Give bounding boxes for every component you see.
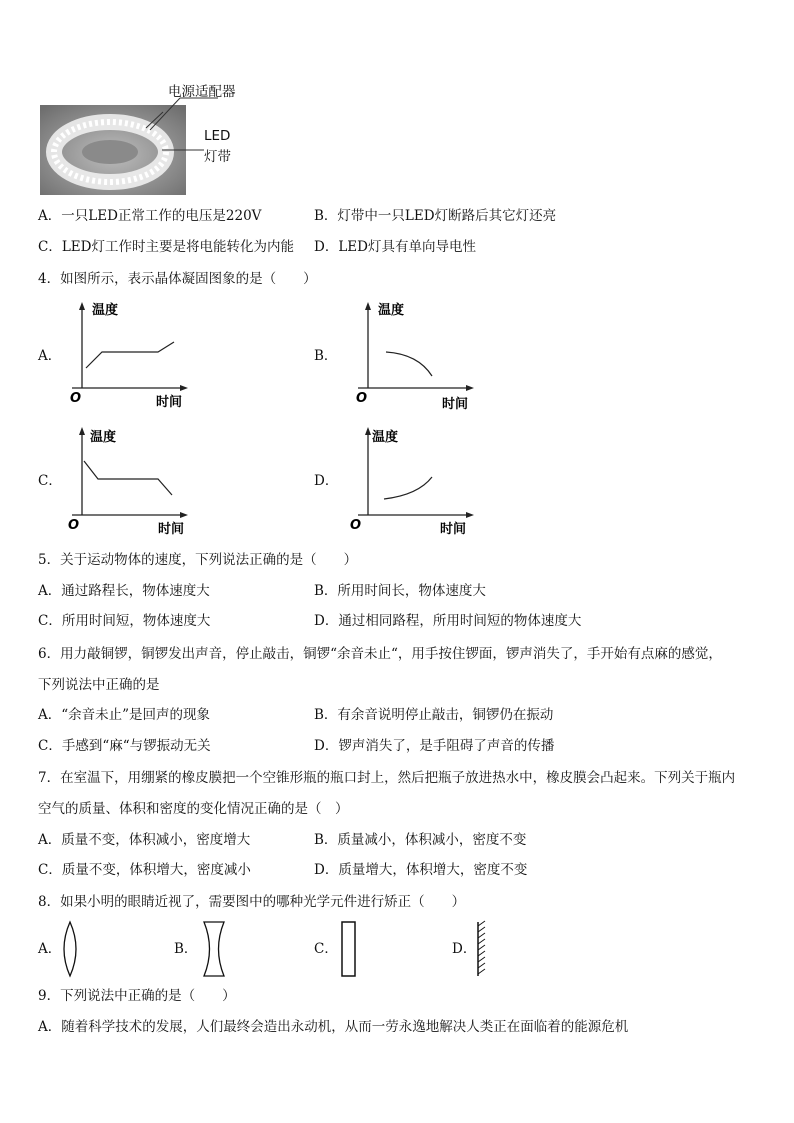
led-label: LED xyxy=(204,128,231,144)
q3-option-d: D．LED灯具有单向导电性 xyxy=(314,239,476,255)
q9-stem: 9．下列说法中正确的是（ ） xyxy=(38,988,236,1004)
q4-label-b: B． xyxy=(314,348,338,364)
q4b-origin: O xyxy=(356,391,368,406)
q7-option-c: C．质量不变，体积增大，密度减小 xyxy=(38,862,251,878)
q4-graph-c xyxy=(62,423,202,538)
convex-lens-icon xyxy=(58,920,82,978)
q7-option-a: A．质量不变，体积减小，密度增大 xyxy=(38,832,251,848)
q6-option-d: D．锣声消失了，是手阻碍了声音的传播 xyxy=(314,738,555,754)
strip-label: 灯带 xyxy=(204,149,231,165)
q5-option-b: B．所用时间长，物体速度大 xyxy=(314,583,486,599)
q4a-origin: O xyxy=(70,391,82,406)
q4d-y-label: 温度 xyxy=(372,430,399,445)
q7-stem-line-1: 7．在室温下，用绷紧的橡皮膜把一个空锥形瓶的瓶口封上，然后把瓶子放进热水中，橡皮膜会凸起来。下列关于瓶内 xyxy=(38,770,736,786)
q5-option-a: A．通过路程长，物体速度大 xyxy=(38,583,210,599)
q4d-x-label: 时间 xyxy=(440,522,467,537)
q6-stem-line-1: 6．用力敲铜锣，铜锣发出声音，停止敲击，铜锣“余音未止“，用手按住锣面，锣声消失了，手开始有点麻的感觉， xyxy=(38,646,722,662)
q5-option-d: D．通过相同路程，所用时间短的物体速度大 xyxy=(314,613,582,629)
concave-lens-icon xyxy=(200,920,228,978)
q4a-x-label: 时间 xyxy=(156,395,183,410)
q6-option-b: B．有余音说明停止敲击，铜锣仍在振动 xyxy=(314,707,554,723)
q3-option-b: B．灯带中一只LED灯断路后其它灯还亮 xyxy=(314,208,557,224)
q9-option-a: A．随着科学技术的发展，人们最终会造出永动机，从而一劳永逸地解决人类正在面临着的能源危机 xyxy=(38,1019,629,1035)
q8-stem: 8．如果小明的眼睛近视了，需要图中的哪种光学元件进行矫正（ ） xyxy=(38,894,466,910)
q5-stem: 5．关于运动物体的速度，下列说法正确的是（ ） xyxy=(38,552,358,568)
q7-option-b: B．质量减小，体积减小，密度不变 xyxy=(314,832,527,848)
q4b-x-label: 时间 xyxy=(442,397,469,412)
q4d-origin: O xyxy=(350,518,362,533)
q4-label-c: C． xyxy=(38,473,62,489)
glass-slab-icon xyxy=(338,920,360,978)
q4c-x-label: 时间 xyxy=(158,522,185,537)
q4-graph-d xyxy=(348,423,488,538)
q4c-y-label: 温度 xyxy=(90,430,117,445)
q4b-y-label: 温度 xyxy=(378,303,405,318)
q8-label-a: A． xyxy=(38,941,62,957)
q4-graph-b xyxy=(348,298,488,413)
led-strip-figure xyxy=(38,78,258,198)
plane-mirror-icon xyxy=(472,920,492,978)
q7-stem-line-2: 空气的质量、体积和密度的变化情况正确的是（ ） xyxy=(38,801,349,817)
q3-option-a: A．一只LED正常工作的电压是220V xyxy=(38,208,262,224)
q6-option-c: C．手感到“麻“与锣振动无关 xyxy=(38,738,211,754)
q4-graph-a xyxy=(62,298,202,413)
q4a-y-label: 温度 xyxy=(92,303,119,318)
q8-label-b: B． xyxy=(174,941,198,957)
q7-option-d: D．质量增大，体积增大，密度不变 xyxy=(314,862,528,878)
q8-label-c: C． xyxy=(314,941,338,957)
q5-option-c: C．所用时间短，物体速度大 xyxy=(38,613,211,629)
q3-option-c: C．LED灯工作时主要是将电能转化为内能 xyxy=(38,239,294,255)
q6-option-a: A．“余音未止”是回声的现象 xyxy=(38,707,211,723)
adapter-label: 电源适配器 xyxy=(168,84,236,100)
q4-label-d: D． xyxy=(314,473,339,489)
q6-stem-line-2: 下列说法中正确的是 xyxy=(38,677,160,693)
q8-label-d: D． xyxy=(452,941,477,957)
q4-label-a: A． xyxy=(38,348,62,364)
q4-stem: 4．如图所示，表示晶体凝固图象的是（ ） xyxy=(38,271,317,287)
q4c-origin: O xyxy=(68,518,80,533)
